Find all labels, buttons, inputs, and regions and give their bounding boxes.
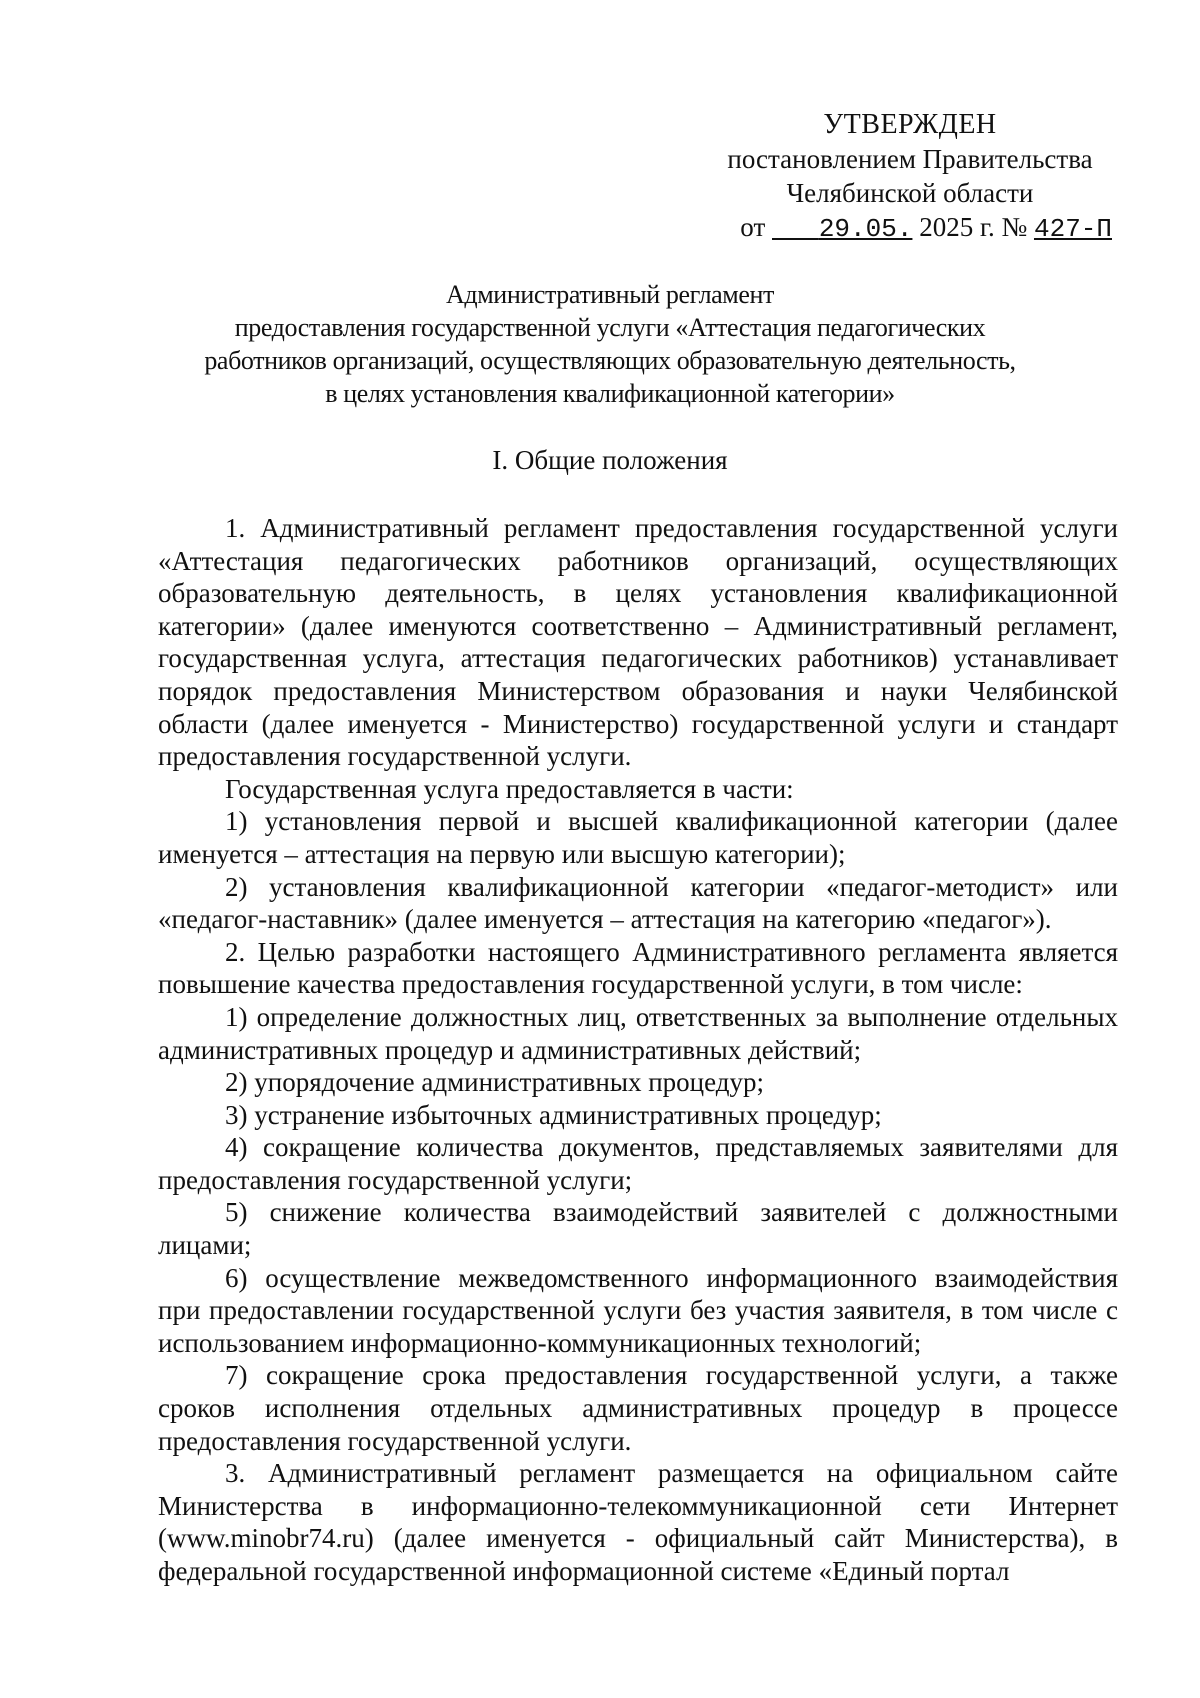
paragraph: 1. Административный регламент предоставления государственной услуги «Аттестация педагогических работников организаций, осуществляющих образовательную деятельность, в целях установления квалификационной категории» (далее именуются соответственно – Административный регламент, государственная услуга, аттестация педагогических работников) устанавливает порядок предоставления Министерством образования и науки Челябинской области (далее именуется - Министерство) государственной услуги и стандарт предоставления государственной услуги. (158, 513, 1118, 772)
approval-date-text: 29.05. (818, 214, 913, 244)
paragraph: 2. Целью разработки настоящего Административного регламента является повышение качества предоставления государственной услуги, в том числе: (158, 936, 1118, 1000)
paragraph: 3. Административный регламент размещается на официальном сайте Министерства в информационно-телекоммуникационной сети Интернет (www.minobr74.ru) (далее именуется - официальный сайт Министерства), в федеральной государственной информационной системе «Единый портал (158, 1458, 1118, 1586)
paragraph: 3) устранение избыточных административных процедур; (225, 1099, 882, 1130)
approval-date-prefix: от (740, 212, 766, 242)
approval-line-2: Челябинской области (786, 178, 1034, 208)
document-title (150, 278, 1070, 410)
paragraph: 1) определение должностных лиц, ответственных за выполнение отдельных административных процедур и административных действий; (158, 1001, 1118, 1065)
section-heading: I. Общие положения (492, 445, 728, 475)
title-line-1: Административный регламент (446, 280, 774, 309)
document-body (158, 512, 1118, 1588)
approval-stamp (700, 108, 1120, 246)
paragraph: 7) сокращение срока предоставления государственной услуги, а также сроков исполнения отдельных административных процедур в процессе предоставления государственной услуги. (158, 1360, 1118, 1456)
approval-date-year: 2025 г. № (919, 212, 1028, 242)
paragraph: Государственная услуга предоставляется в части: (225, 773, 794, 804)
approval-heading: УТВЕРЖДЕН (823, 109, 997, 140)
title-line-3: работников организаций, осуществляющих образовательную деятельность, (204, 346, 1016, 375)
approval-date-line (700, 210, 1120, 246)
approval-line-1: постановлением Правительства (727, 144, 1093, 174)
paragraph: 6) осуществление межведомственного информационного взаимодействия при предоставлении государственной услуги без участия заявителя, в том числе с использованием информационно-коммуникационных технологий; (158, 1262, 1118, 1358)
paragraph: 1) установления первой и высшей квалификационной категории (далее именуется – аттестация на первую или высшую категории); (158, 806, 1118, 869)
title-line-4: в целях установления квалификационной категории» (325, 379, 895, 408)
approval-date-value (772, 214, 912, 244)
paragraph: 2) упорядочение административных процедур; (225, 1067, 764, 1098)
paragraph: 5) снижение количества взаимодействий заявителей с должностными лицами; (158, 1197, 1118, 1261)
title-line-2: предоставления государственной услуги «Аттестация педагогических (234, 313, 986, 342)
approval-number: 427-П (1033, 214, 1112, 244)
paragraph: 2) установления квалификационной категории «педагог-методист» или «педагог-наставник» (далее именуется – аттестация на категорию «педагог»). (158, 871, 1118, 935)
paragraph: 4) сокращение количества документов, представляемых заявителями для предоставления государственной услуги; (158, 1132, 1118, 1195)
